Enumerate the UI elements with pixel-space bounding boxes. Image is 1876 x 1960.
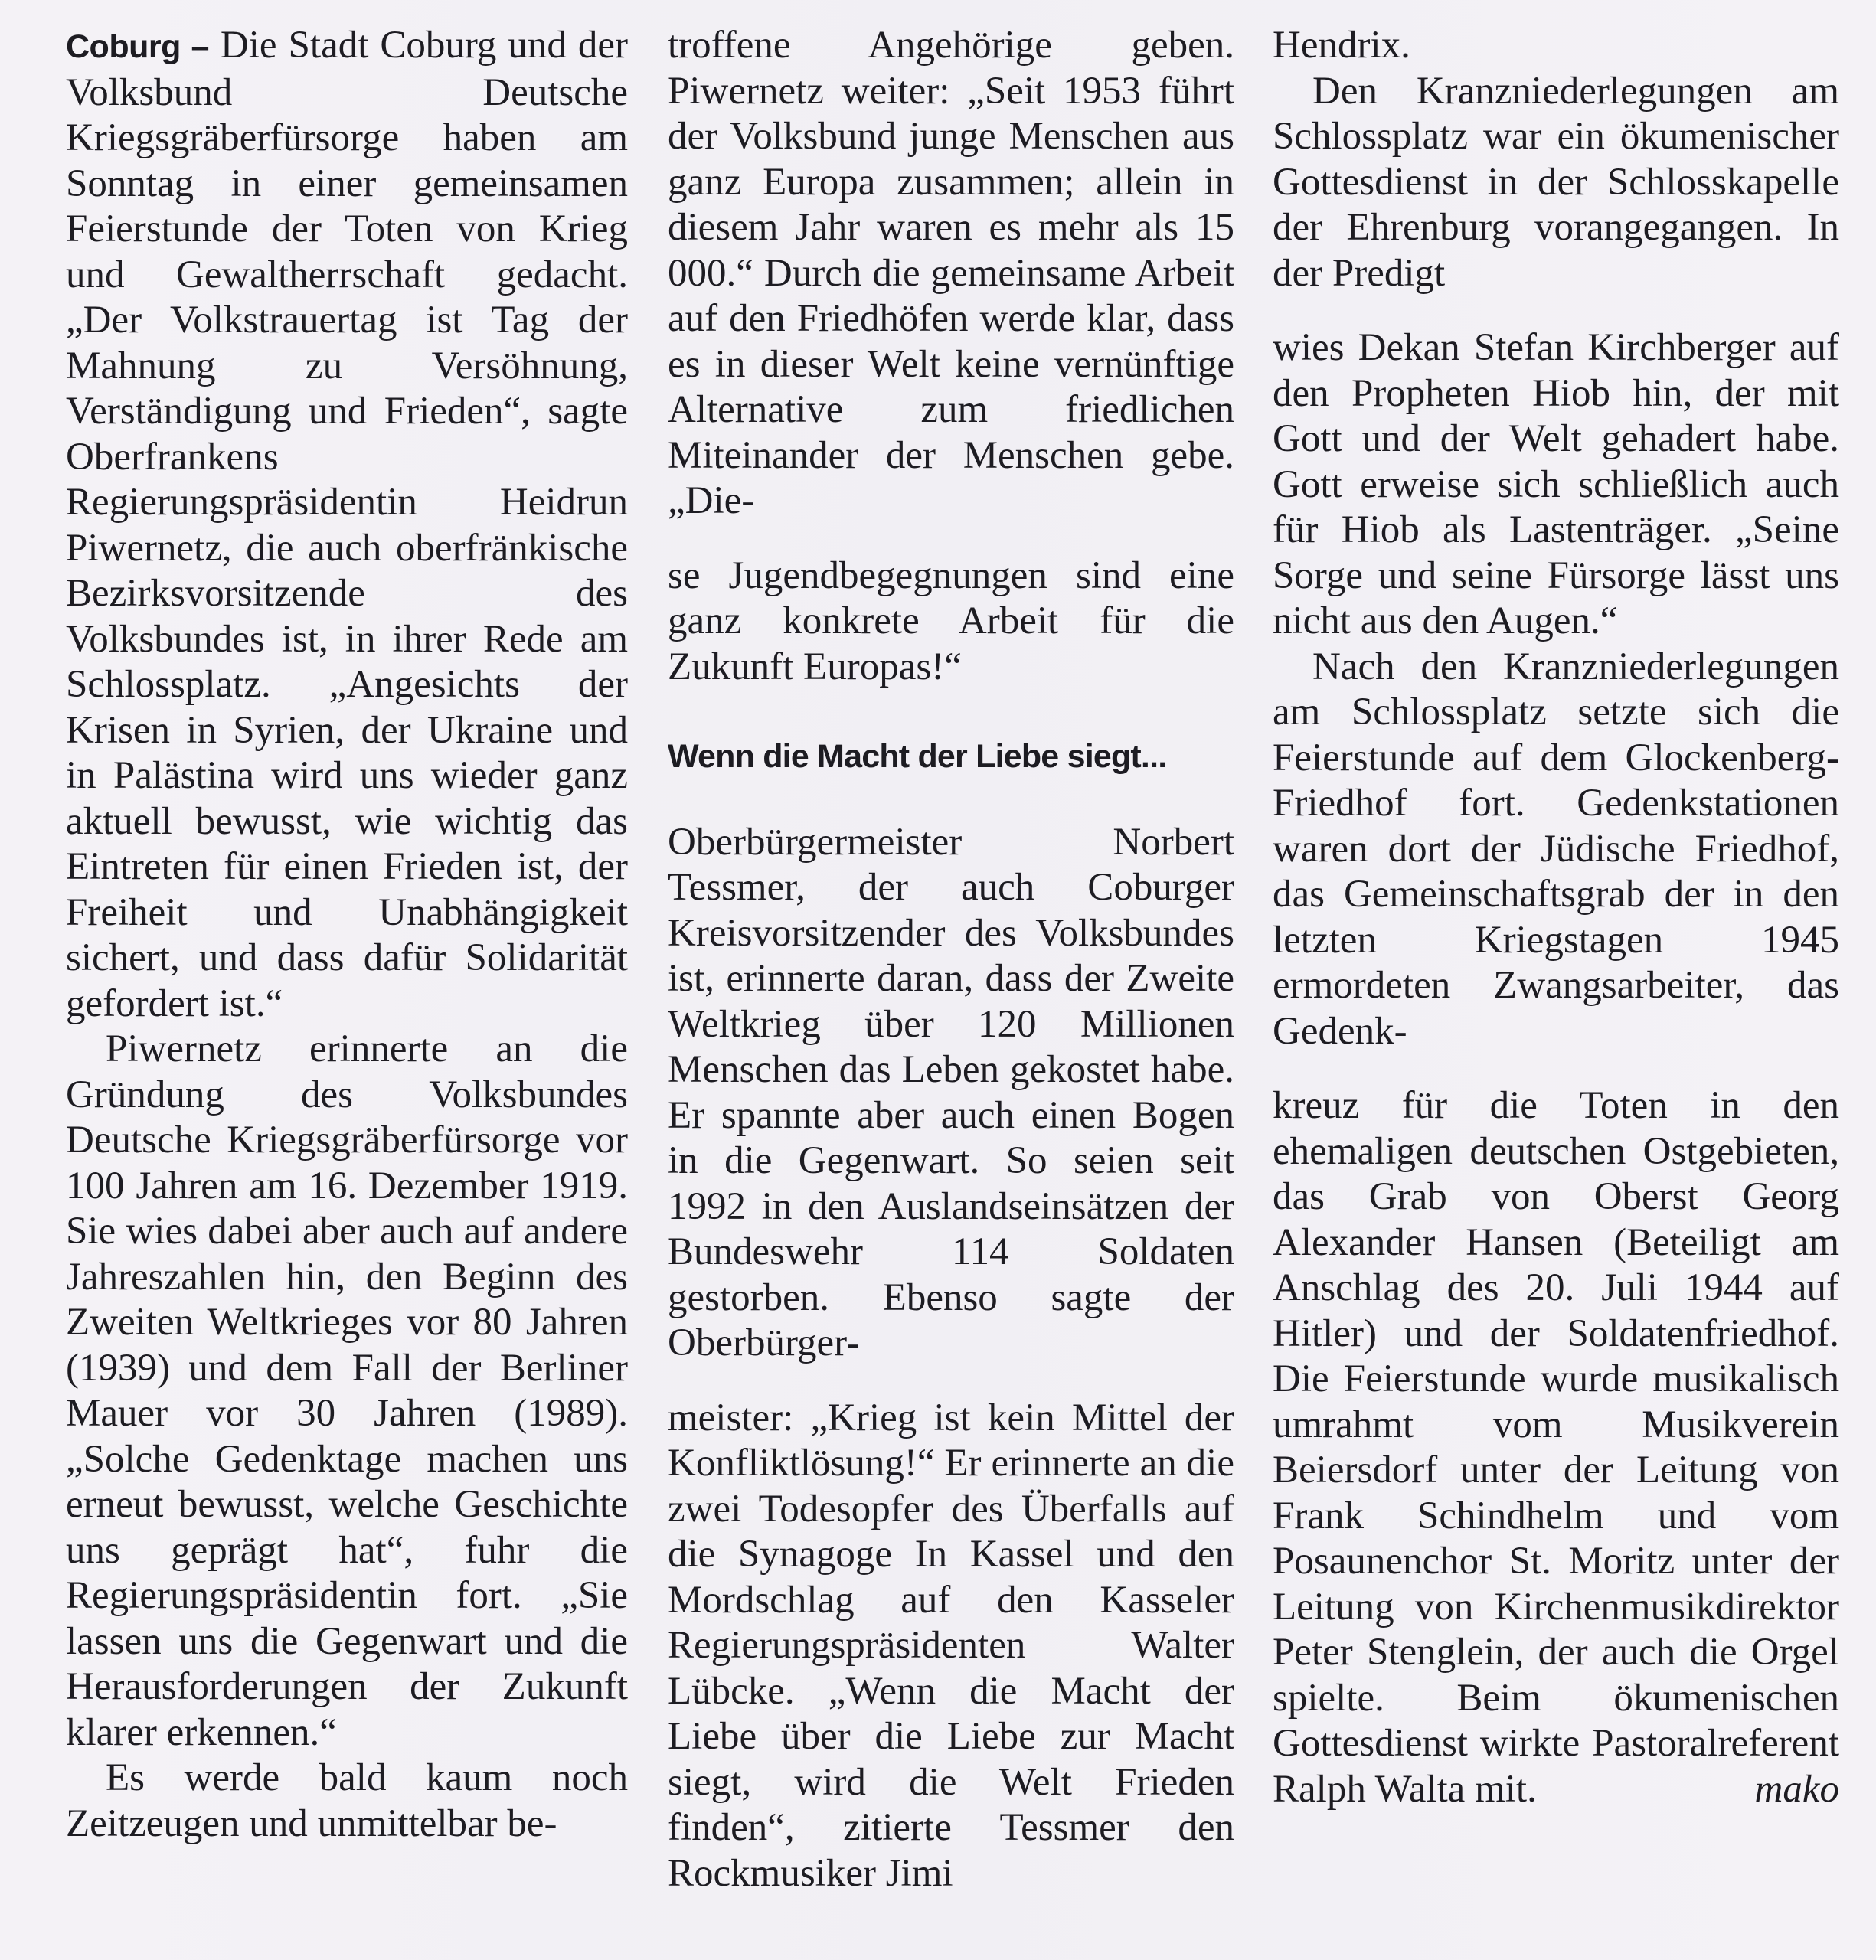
lead-text: Die Stadt Coburg und der Volksbund Deutsche Kriegsgräberfürsorge haben am Sonntag in einer gemeinsamen Feierstunde der Toten von Krieg und Gewaltherrschaft gedacht. „Der Volkstrauertag ist Tag der Mahnung zu Versöhnung, Verständigung und Frieden“, sagte Oberfrankens Regierungspräsidentin Heidrun Piwernetz, die auch oberfränkische Bezirksvorsitzende des Volksbundes ist, in ihrer Rede am Schlossplatz. „Angesichts der Krisen in Syrien, der Ukraine und in Palästina wird uns wieder ganz aktuell bewusst, wie wichtig das Eintreten für einen Frieden ist, der Freiheit und Unabhängigkeit sichert, und dass dafür Solidarität gefordert ist.“	[66, 24, 628, 1025]
paragraph: se Jugendbegegnungen sind eine ganz konkrete Arbeit für die Zukunft Europas!“	[668, 554, 1234, 688]
column-gap	[668, 524, 1234, 554]
paragraph: Hendrix.	[1273, 24, 1410, 67]
subheading: Wenn die Macht der Liebe siegt...	[668, 738, 1167, 775]
paragraph: Den Kranzniederlegungen am Schlossplatz war ein ökumenischer Gottesdienst in der Schlosskapelle der Ehrenburg vorangegangen. In der Predigt	[1273, 69, 1839, 295]
article-column-2	[668, 23, 1234, 1914]
paragraph: troffene Angehörige geben. Piwernetz weiter: „Seit 1953 führt der Volksbund junge Menschen aus ganz Europa zusammen; allein in diesem Jahr waren es mehr als 15 000.“ Durch die gemeinsame Arbeit auf den Friedhöfen werde klar, dass es in dieser Welt keine vernünftige Alternative zum friedlichen Miteinander der Menschen gebe. „Die-	[668, 24, 1234, 522]
dateline: Coburg –	[66, 28, 209, 65]
author-signature: mako	[1754, 1767, 1839, 1811]
paragraph: Es werde bald kaum noch Zeitzeugen und unmittelbar be-	[66, 1756, 628, 1845]
column-gap	[668, 1367, 1234, 1396]
column-gap	[1273, 296, 1839, 325]
paragraph: kreuz für die Toten in den ehemaligen deutschen Ostgebieten, das Grab von Oberst Georg Alexander Hansen (Beteiligt am Anschlag des 20. Juli 1944 auf Hitler) und der Soldatenfriedhof. Die Feierstunde wurde musikalisch umrahmt vom Musikverein Beiersdorf unter der Leitung von Frank Schindhelm und vom Posaunenchor St. Moritz unter der Leitung von Kirchenmusikdirektor Peter Stenglein, der auch die Orgel spielte. Beim ökumenischen Gottesdienst wirkte Pastoralreferent Ralph Walta mit.	[1273, 1084, 1839, 1811]
paragraph: Piwernetz erinnerte an die Gründung des Volksbundes Deutsche Kriegsgräberfürsorge vor 100 Jahren am 16. Dezember 1919. Sie wies dabei aber auch auf andere Jahreszahlen hin, den Beginn des Zweiten Weltkrieges vor 80 Jahren (1939) und dem Fall der Berliner Mauer vor 30 Jahren (1989). „Solche Gedenktage machen uns erneut bewusst, welche Geschichte uns geprägt hat“, fuhr die Regierungspräsidentin fort. „Sie lassen uns die Gegenwart und die Herausforderungen der Zukunft klarer erkennen.“	[66, 1027, 628, 1754]
paragraph: Oberbürgermeister Norbert Tessmer, der auch Coburger Kreisvorsitzender des Volksbundes ist, erinnerte daran, dass der Zweite Weltkrieg über 120 Millionen Menschen das Leben gekostet habe. Er spannte aber auch einen Bogen in die Gegenwart. So seien seit 1992 in den Auslandseinsätzen der Bundeswehr 114 Soldaten gestorben. Ebenso sagte der Oberbürger-	[668, 820, 1234, 1364]
lead-paragraph	[66, 23, 628, 1027]
article-column-1	[66, 23, 628, 1914]
article-column-3	[1273, 23, 1839, 1914]
paragraph: wies Dekan Stefan Kirchberger auf den Propheten Hiob hin, der mit Gott und der Welt gehadert habe. Gott erweise sich schließlich auch für Hiob als Lastenträger. „Seine Sorge und seine Fürsorge lässt uns nicht aus den Augen.“	[1273, 326, 1839, 642]
paragraph: meister: „Krieg ist kein Mittel der Konfliktlösung!“ Er erinnerte an die zwei Todesopfer des Überfalls auf die Synagoge In Kassel und den Mordschlag auf den Kasseler Regierungspräsidenten Walter Lübcke. „Wenn die Macht der Liebe über die Liebe zur Macht siegt, wird die Welt Frieden finden“, zitierte Tessmer den Rockmusiker Jimi	[668, 1396, 1234, 1895]
column-gap	[1273, 1054, 1839, 1083]
paragraph: Nach den Kranzniederlegungen am Schlossplatz setzte sich die Feierstunde auf dem Glockenberg-Friedhof fort. Gedenkstationen waren dort der Jüdische Friedhof, das Gemeinschaftsgrab der in den letzten Kriegstagen 1945 ermordeten Zwangsarbeiter, das Gedenk-	[1273, 645, 1839, 1053]
